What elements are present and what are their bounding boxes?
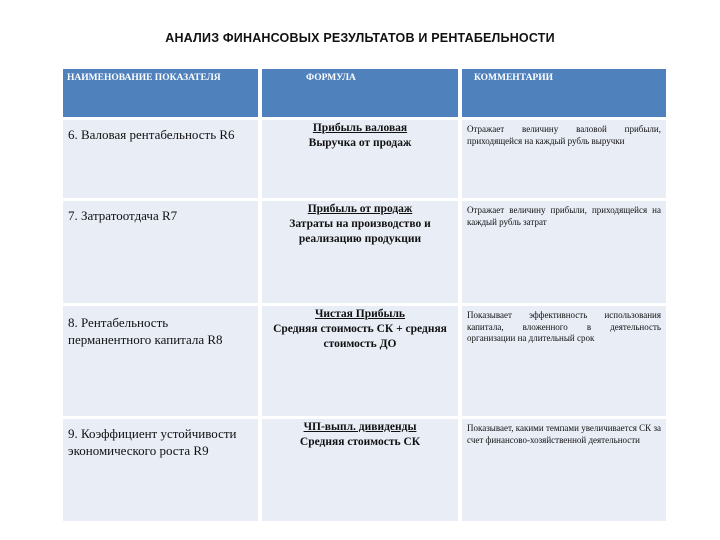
- table-row: [63, 419, 666, 521]
- formula-denominator: Средняя стоимость СК + средняя стоимость ДО: [273, 323, 447, 351]
- header-formula: ФОРМУЛА: [262, 69, 458, 117]
- formula-cell: [262, 201, 458, 303]
- formula-numerator: Чистая Прибыль: [314, 308, 406, 320]
- formula-cell: [262, 306, 458, 416]
- formula-numerator: Прибыль валовая: [312, 122, 408, 134]
- formula-numerator: ЧП-выпл. дивиденды: [303, 421, 417, 433]
- formula-cell: [262, 120, 458, 198]
- table-row: [63, 120, 666, 198]
- formula-denominator: Выручка от продаж: [308, 137, 412, 150]
- comment-cell: Отражает величину прибыли, приходящейся на каждый рубль затрат: [462, 201, 666, 303]
- indicator-name: 9. Коэффициент устойчивости экономического роста R9: [63, 419, 258, 521]
- indicator-name: 8. Рентабельность перманентного капитала R8: [63, 306, 258, 416]
- table-row: [63, 201, 666, 303]
- formula-denominator: Затраты на производство и реализацию продукции: [289, 218, 431, 246]
- indicator-name: 6. Валовая рентабельность R6: [63, 120, 258, 198]
- formula-numerator: Прибыль от продаж: [307, 203, 413, 215]
- indicators-table: [59, 66, 670, 524]
- page-title: АНАЛИЗ ФИНАНСОВЫХ РЕЗУЛЬТАТОВ И РЕНТАБЕЛЬНОСТИ: [165, 31, 555, 45]
- table-header-row: [63, 69, 666, 117]
- formula-cell: [262, 419, 458, 521]
- formula-denominator: Средняя стоимость СК: [299, 436, 421, 449]
- comment-cell: Показывает эффективность использования капитала, вложенного в деятельность организации на длительный срок: [462, 306, 666, 416]
- table-row: [63, 306, 666, 416]
- header-name: НАИМЕНОВАНИЕ ПОКАЗАТЕЛЯ: [63, 69, 258, 117]
- comment-cell: Отражает величину валовой прибыли, приходящейся на каждый рубль выручки: [462, 120, 666, 198]
- comment-cell: Показывает, какими темпами увеличивается СК за счет финансово-хозяйственной деятельности: [462, 419, 666, 521]
- indicator-name: 7. Затратоотдача R7: [63, 201, 258, 303]
- header-comments: КОММЕНТАРИИ: [462, 69, 666, 117]
